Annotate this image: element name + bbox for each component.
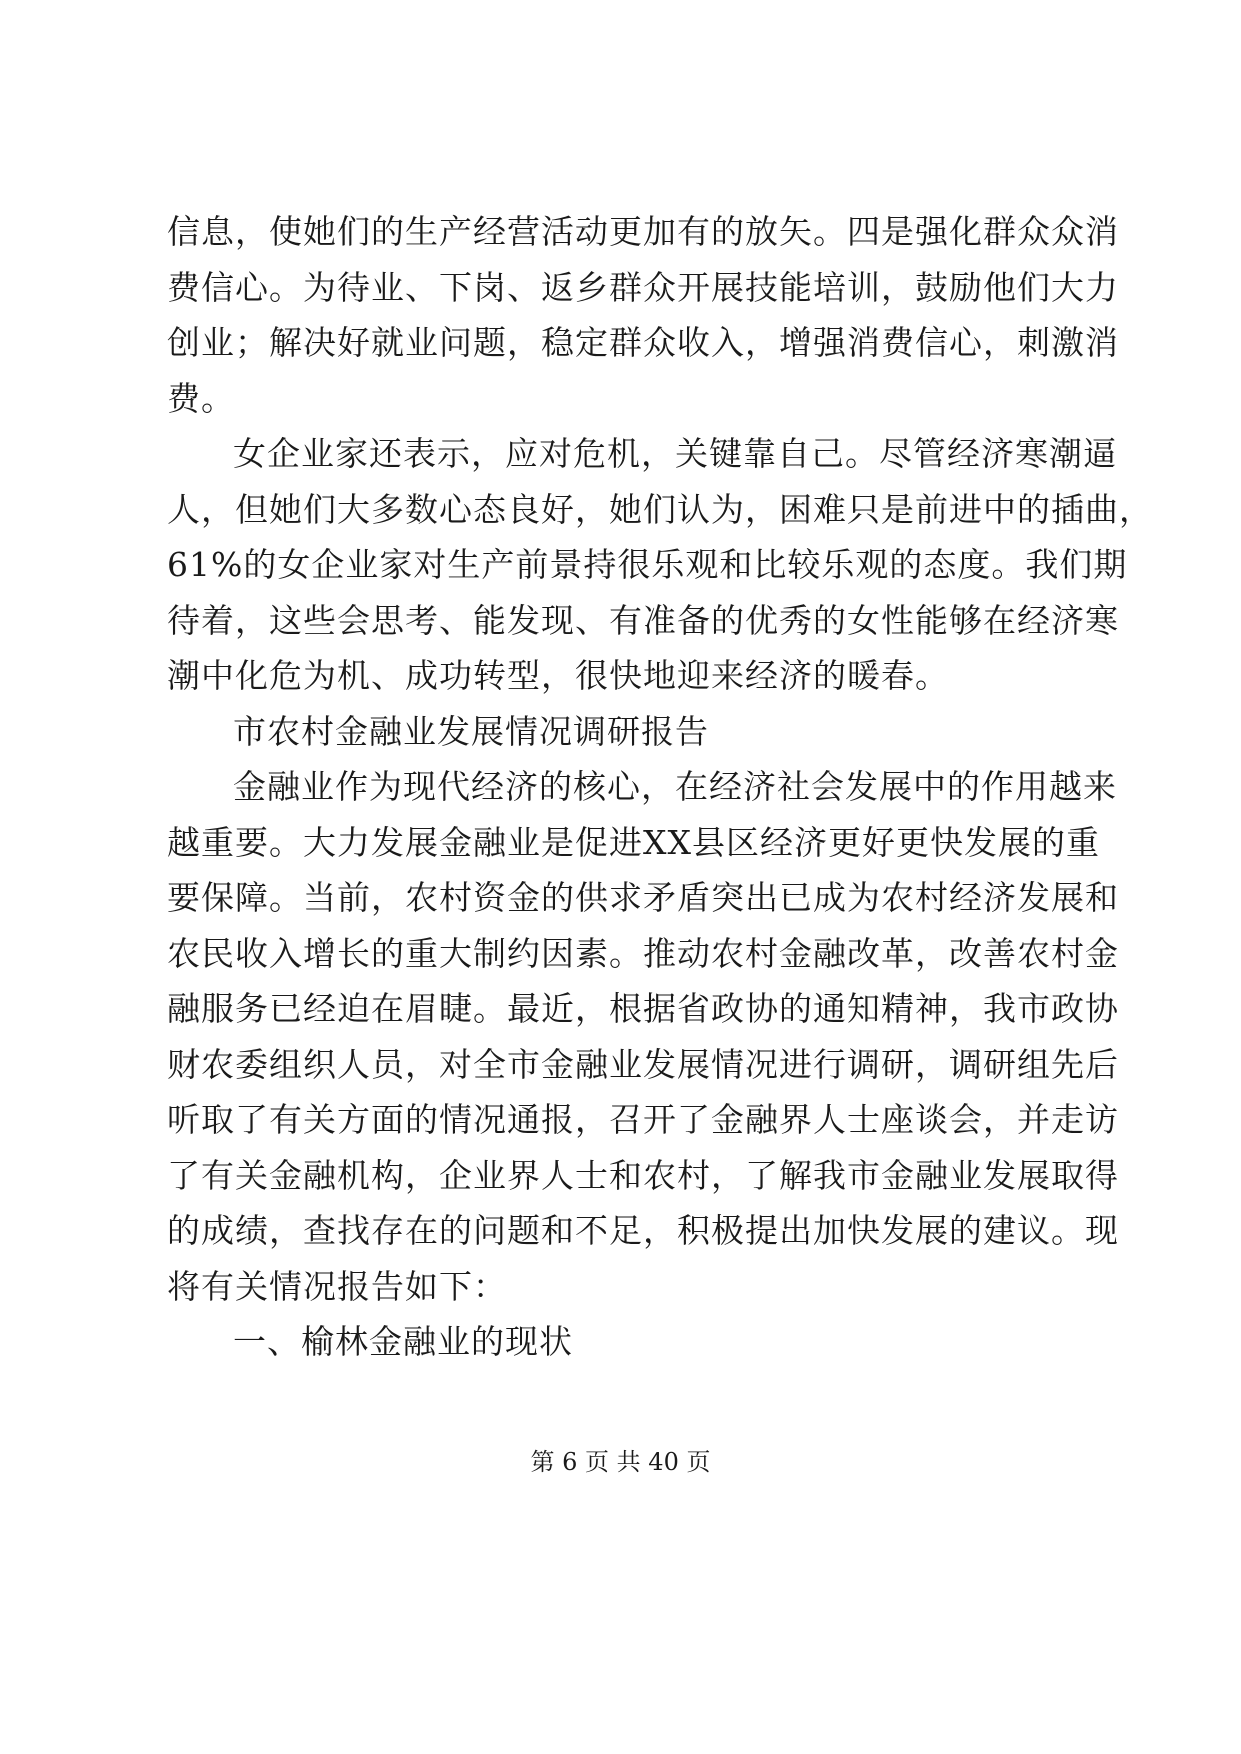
paragraph-line: 将有关情况报告如下： <box>167 1267 507 1306</box>
paragraph-line: 了有关金融机构，企业界人士和农村，了解我市金融业发展取得 <box>167 1156 1119 1195</box>
paragraph-line: 越重要。大力发展金融业是促进XX县区经济更好更快发展的重 <box>167 823 1100 862</box>
paragraph-line: 金融业作为现代经济的核心，在经济社会发展中的作用越来 <box>233 767 1117 806</box>
paragraph-line: 信息，使她们的生产经营活动更加有的放矢。四是强化群众众消 <box>167 212 1119 251</box>
paragraph-line: 的成绩，查找存在的问题和不足，积极提出加快发展的建议。现 <box>167 1211 1119 1250</box>
paragraph-line: 费。 <box>167 379 235 418</box>
report-title: 市农村金融业发展情况调研报告 <box>233 712 709 751</box>
paragraph-line: 女企业家还表示，应对危机，关键靠自己。尽管经济寒潮逼 <box>233 434 1117 473</box>
paragraph-line: 要保障。当前，农村资金的供求矛盾突出已成为农村经济发展和 <box>167 878 1119 917</box>
page-number: 第 6 页 共 40 页 <box>530 1448 711 1476</box>
section-heading: 一、榆林金融业的现状 <box>233 1322 573 1361</box>
paragraph-line: 财农委组织人员，对全市金融业发展情况进行调研，调研组先后 <box>167 1045 1119 1084</box>
paragraph-line: 人，但她们大多数心态良好，她们认为，困难只是前进中的插曲， <box>167 490 1153 529</box>
paragraph-line: 61%的女企业家对生产前景持很乐观和比较乐观的态度。我们期 <box>167 545 1128 584</box>
paragraph-line: 费信心。为待业、下岗、返乡群众开展技能培训，鼓励他们大力 <box>167 268 1119 307</box>
paragraph-line: 待着，这些会思考、能发现、有准备的优秀的女性能够在经济寒 <box>167 601 1119 640</box>
paragraph-line: 农民收入增长的重大制约因素。推动农村金融改革，改善农村金 <box>167 934 1119 973</box>
paragraph-line: 听取了有关方面的情况通报，召开了金融界人士座谈会，并走访 <box>167 1100 1119 1139</box>
paragraph-line: 融服务已经迫在眉睫。最近，根据省政协的通知精神，我市政协 <box>167 989 1119 1028</box>
paragraph-line: 潮中化危为机、成功转型，很快地迎来经济的暖春。 <box>167 656 949 695</box>
paragraph-line: 创业；解决好就业问题，稳定群众收入，增强消费信心，刺激消 <box>167 323 1119 362</box>
